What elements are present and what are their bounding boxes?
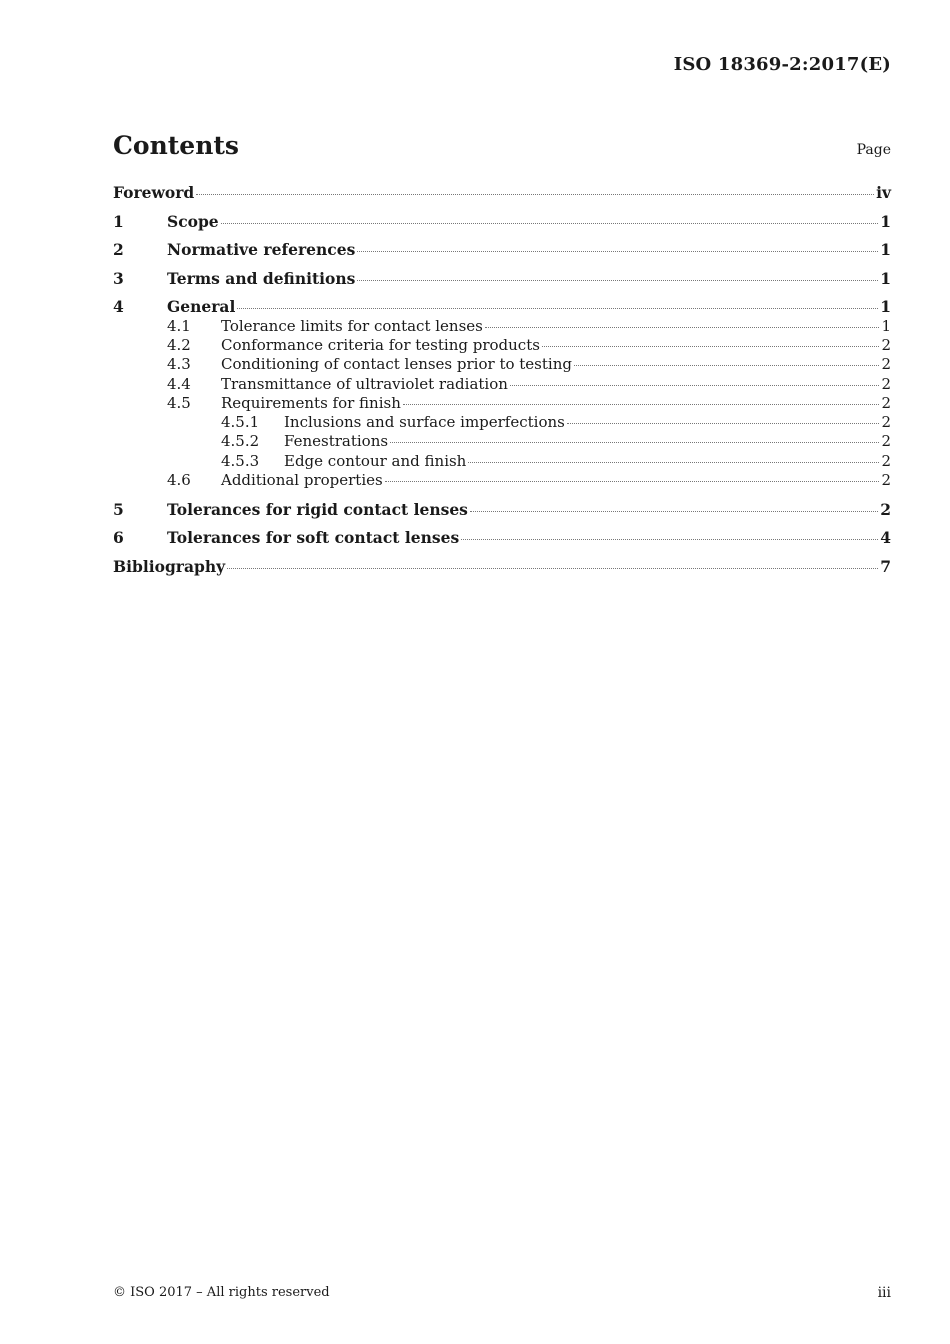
- toc-entry-page: 1: [880, 297, 891, 317]
- toc-entry-page: 4: [880, 528, 891, 548]
- dot-leader: [574, 365, 879, 366]
- dot-leader: [221, 223, 879, 224]
- toc-entry-terms-and-definitions[interactable]: [113, 269, 891, 288]
- toc-entry-rigid-lenses[interactable]: [113, 500, 891, 519]
- dot-leader: [237, 308, 878, 309]
- toc-entry-page: iv: [876, 183, 891, 202]
- toc-entry-number: 4.2: [167, 335, 191, 354]
- toc-entry-label: Conditioning of contact lenses prior to testing: [221, 355, 572, 374]
- toc-entry-number: 4.5.2: [221, 432, 260, 451]
- toc-entry-general[interactable]: [113, 297, 891, 316]
- toc-entry-label: Tolerance limits for contact lenses: [221, 316, 483, 335]
- toc-entry-label: Tolerances for rigid contact lenses: [167, 499, 468, 519]
- toc-entry-label: Scope: [167, 211, 219, 231]
- toc-entry-page: 2: [881, 451, 891, 470]
- page-column-label: Page: [856, 142, 891, 158]
- toc-entry-4-5[interactable]: [113, 394, 891, 413]
- toc-entry-number: 6: [113, 528, 124, 548]
- toc-entry-number: 3: [113, 268, 124, 288]
- toc-entry-foreword[interactable]: [113, 183, 891, 202]
- toc-entry-page: 1: [880, 211, 891, 231]
- toc-entry-number: 4.1: [167, 316, 191, 335]
- table-of-contents: [113, 183, 891, 576]
- toc-entry-label: Inclusions and surface imperfections: [284, 413, 565, 432]
- dot-leader: [196, 194, 874, 195]
- toc-entry-number: 5: [113, 499, 124, 519]
- toc-entry-page: 1: [881, 316, 891, 335]
- toc-entry-page: 2: [881, 393, 891, 412]
- page-number: iii: [877, 1285, 891, 1301]
- toc-entry-page: 2: [881, 335, 891, 354]
- dot-leader: [468, 462, 879, 463]
- toc-entry-label: Bibliography: [113, 556, 226, 576]
- toc-entry-number: 4.5: [167, 393, 191, 412]
- dot-leader: [485, 327, 880, 328]
- toc-entry-page: 2: [880, 499, 891, 519]
- toc-entry-number: 4.4: [167, 374, 191, 393]
- toc-entry-normative-references[interactable]: [113, 240, 891, 259]
- toc-entry-4-5-1[interactable]: [113, 413, 891, 432]
- toc-entry-page: 1: [880, 240, 891, 260]
- toc-entry-4-6[interactable]: [113, 471, 891, 490]
- toc-entry-number: 4.5.1: [221, 413, 260, 432]
- toc-entry-scope[interactable]: [113, 212, 891, 231]
- toc-entry-4-5-2[interactable]: [113, 432, 891, 451]
- dot-leader: [390, 442, 879, 443]
- toc-entry-page: 1: [880, 268, 891, 288]
- toc-entry-4-5-3[interactable]: [113, 452, 891, 471]
- dot-leader: [567, 423, 880, 424]
- toc-entry-page: 2: [881, 471, 891, 490]
- toc-entry-4-3[interactable]: [113, 355, 891, 374]
- document-id: ISO 18369-2:2017(E): [673, 54, 891, 75]
- copyright-notice: © ISO 2017 – All rights reserved: [113, 1285, 330, 1300]
- toc-entry-label: Edge contour and finish: [284, 451, 467, 470]
- dot-leader: [403, 404, 880, 405]
- toc-entry-label: Conformance criteria for testing products: [221, 335, 540, 354]
- toc-entry-4-2[interactable]: [113, 336, 891, 355]
- toc-entry-number: 4.6: [167, 471, 191, 490]
- toc-entry-bibliography[interactable]: [113, 557, 891, 576]
- dot-leader: [510, 385, 880, 386]
- toc-entry-label: Fenestrations: [284, 432, 389, 451]
- toc-entry-number: 4: [113, 297, 124, 317]
- dot-leader: [357, 280, 878, 281]
- dot-leader: [357, 251, 878, 252]
- toc-entry-number: 4.3: [167, 355, 191, 374]
- toc-entry-page: 7: [880, 556, 891, 576]
- contents-title: Contents: [113, 131, 240, 160]
- toc-entry-label: Foreword: [113, 183, 195, 202]
- toc-entry-soft-lenses[interactable]: [113, 528, 891, 547]
- toc-entry-4-4[interactable]: [113, 375, 891, 394]
- toc-entry-label: Transmittance of ultraviolet radiation: [221, 374, 508, 393]
- toc-entry-label: Requirements for finish: [221, 393, 401, 412]
- toc-entry-page: 2: [881, 374, 891, 393]
- dot-leader: [461, 539, 878, 540]
- toc-entry-label: General: [167, 297, 236, 317]
- toc-entry-label: Tolerances for soft contact lenses: [167, 528, 460, 548]
- toc-entry-page: 2: [881, 432, 891, 451]
- toc-entry-number: 1: [113, 211, 124, 231]
- dot-leader: [227, 568, 878, 569]
- toc-entry-number: 2: [113, 240, 124, 260]
- toc-entry-4-1[interactable]: [113, 317, 891, 336]
- dot-leader: [385, 481, 880, 482]
- toc-entry-label: Normative references: [167, 240, 356, 260]
- toc-entry-number: 4.5.3: [221, 451, 260, 470]
- toc-entry-page: 2: [881, 355, 891, 374]
- toc-entry-label: Additional properties: [221, 471, 383, 490]
- toc-entry-page: 2: [881, 413, 891, 432]
- dot-leader: [470, 511, 878, 512]
- dot-leader: [542, 346, 880, 347]
- toc-entry-label: Terms and definitions: [167, 268, 356, 288]
